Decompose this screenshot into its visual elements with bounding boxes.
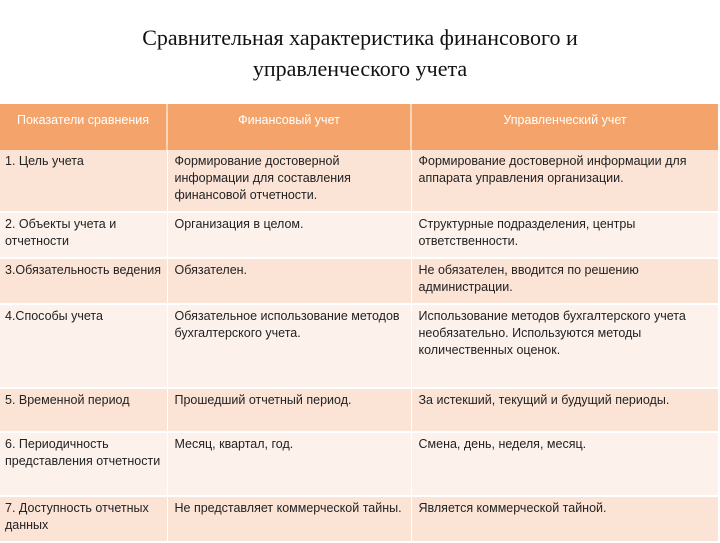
row-financial: Месяц, квартал, год.: [167, 432, 411, 496]
row-financial: Прошедший отчетный период.: [167, 388, 411, 432]
title-line-1: Сравнительная характеристика финансового и: [142, 25, 578, 50]
header-criteria: Показатели сравнения: [0, 104, 167, 150]
table-row: [0, 496, 718, 542]
row-management: Использование методов бухгалтерского учета необязательно. Используются методы количественных оценок.: [411, 304, 718, 388]
row-criteria: 5. Временной период: [0, 388, 167, 432]
header-management-accounting: Управленческий учет: [411, 104, 718, 150]
row-criteria: 7. Доступность отчетных данных: [0, 496, 167, 542]
row-financial: Формирование достоверной информации для составления финансовой отчетности.: [167, 150, 411, 212]
row-financial: Обязателен.: [167, 258, 411, 304]
row-criteria: 4.Способы учета: [0, 304, 167, 388]
row-criteria: 1. Цель учета: [0, 150, 167, 212]
title-line-2: управленческого учета: [252, 56, 468, 81]
row-management: Структурные подразделения, центры ответственности.: [411, 212, 718, 258]
row-management: Смена, день, неделя, месяц.: [411, 432, 718, 496]
row-criteria: 2. Объекты учета и отчетности: [0, 212, 167, 258]
table-row: [0, 432, 718, 496]
table-row: [0, 258, 718, 304]
row-management: Является коммерческой тайной.: [411, 496, 718, 542]
table-row: [0, 212, 718, 258]
row-management: За истекший, текущий и будущий периоды.: [411, 388, 718, 432]
row-management: Формирование достоверной информации для аппарата управления организации.: [411, 150, 718, 212]
row-criteria: 3.Обязательность ведения: [0, 258, 167, 304]
slide-title: [0, 22, 720, 84]
table-row: [0, 388, 718, 432]
header-financial-accounting: Финансовый учет: [167, 104, 411, 150]
table-header-row: [0, 104, 718, 150]
table-row: [0, 304, 718, 388]
table-row: [0, 150, 718, 212]
row-criteria: 6. Периодичность представления отчетности: [0, 432, 167, 496]
comparison-table: [0, 104, 719, 543]
row-financial: Организация в целом.: [167, 212, 411, 258]
row-management: Не обязателен, вводится по решению администрации.: [411, 258, 718, 304]
row-financial: Не представляет коммерческой тайны.: [167, 496, 411, 542]
row-financial: Обязательное использование методов бухгалтерского учета.: [167, 304, 411, 388]
